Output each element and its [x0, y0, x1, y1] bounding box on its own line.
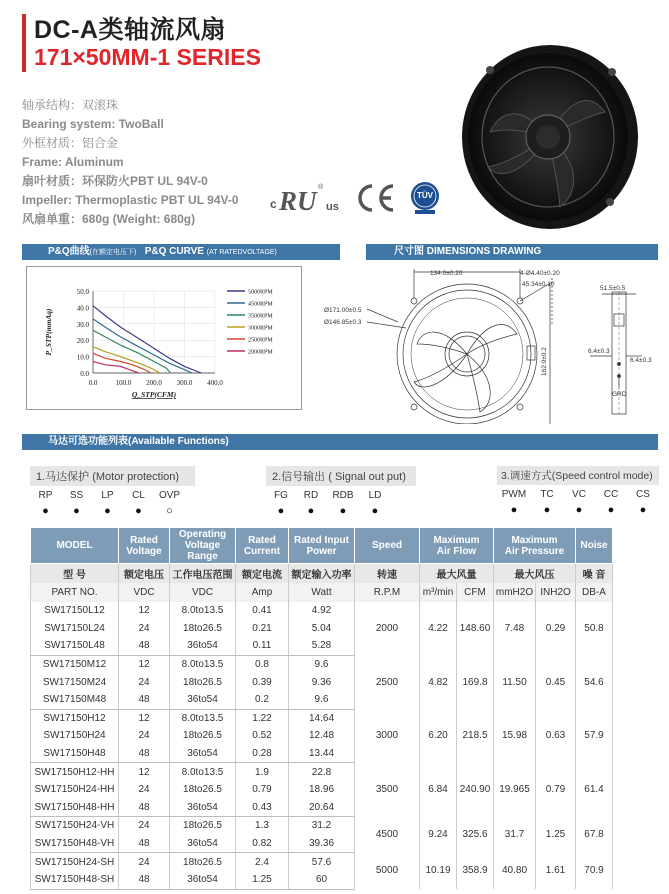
y-axis-title: P_STP(mmAq)	[44, 308, 53, 356]
cell-model: SW17150H24	[31, 727, 119, 745]
cell-voltage-range: 36to54	[170, 745, 236, 763]
func-item: OVP	[158, 490, 181, 501]
cell-rated-current: 1.3	[236, 817, 289, 835]
th-input-power: Rated Input Power	[289, 528, 355, 564]
func-mark: ●	[42, 505, 49, 517]
cell-voltage-range: 18to26.5	[170, 727, 236, 745]
unit-vdc-range: VDC	[170, 583, 236, 602]
functions-section-header	[22, 434, 658, 450]
dim-label-45: 45.34±0.10	[522, 281, 555, 288]
cell-input-power: 18.96	[289, 781, 355, 799]
th-rated-voltage: Rated Voltage	[119, 528, 170, 564]
cell-input-power: 5.04	[289, 620, 355, 638]
cell-cfm: 325.6	[457, 817, 494, 853]
function-group-label: 1.马达保护 (Motor protection)	[30, 466, 195, 486]
table-row	[31, 709, 613, 727]
cell-rated-current: 2.4	[236, 853, 289, 871]
pq-title-cn: P&Q曲线	[48, 246, 90, 257]
pq-title-en-small: (AT RATEDVOLTAGE)	[206, 249, 277, 256]
cell-model: SW17150H48-VH	[31, 835, 119, 853]
function-group-speed	[497, 466, 659, 516]
function-group-signal	[266, 466, 416, 517]
functions-title: 马达可选功能列表(Available Functions)	[48, 436, 229, 447]
cell-rated-current: 0.2	[236, 691, 289, 709]
cell-model: SW17150L48	[31, 637, 119, 655]
cell-m3: 9.24	[420, 817, 457, 853]
cell-rated-voltage: 12	[119, 655, 170, 673]
cell-rated-current: 1.9	[236, 763, 289, 781]
cell-rated-voltage: 48	[119, 871, 170, 889]
func-item: RP	[38, 490, 53, 501]
cell-model: SW17150H24-SH	[31, 853, 119, 871]
pq-chart	[27, 267, 301, 409]
cell-rated-voltage: 24	[119, 817, 170, 835]
pq-title-en: P&Q CURVE	[144, 246, 204, 257]
cell-voltage-range: 8.0to13.5	[170, 655, 236, 673]
func-mark: ●	[307, 505, 315, 517]
cell-voltage-range: 36to54	[170, 799, 236, 817]
dim-label-51: 51.5±0.5	[600, 285, 626, 292]
cell-input-power: 14.64	[289, 709, 355, 727]
cell-rated-voltage: 24	[119, 727, 170, 745]
func-item: RDB	[332, 490, 354, 501]
unit-m3min: m³/min	[420, 583, 457, 602]
dim-label-6-4-right: 6.4±0.3	[630, 357, 652, 364]
cell-input-power: 9.6	[289, 691, 355, 709]
th-speed: Speed	[355, 528, 420, 564]
cell-voltage-range: 8.0to13.5	[170, 602, 236, 620]
spec-bearing-en: Bearing system: TwoBall	[22, 117, 164, 131]
unit-part-no: PART NO.	[31, 583, 119, 602]
sub-cn-airflow: 最大风量	[420, 564, 494, 584]
cell-mmh2o: 15.98	[494, 709, 536, 763]
spec-list	[22, 96, 239, 229]
table-row	[31, 602, 613, 620]
function-group-label: 2.信号输出 ( Signal out put)	[266, 466, 416, 486]
x-tick-label: 400.0	[207, 379, 223, 387]
y-tick-label: 40.0	[76, 304, 89, 313]
legend-label: 3500RPM	[248, 313, 273, 320]
ul-cert-logo	[268, 180, 348, 216]
func-item: LP	[101, 490, 114, 501]
svg-text:®: ®	[318, 184, 324, 191]
cell-model: SW17150H24-VH	[31, 817, 119, 835]
sub-cn-voltage: 额定电压	[119, 564, 170, 584]
cell-input-power: 13.44	[289, 745, 355, 763]
cell-mmh2o: 19.965	[494, 763, 536, 817]
cell-rated-current: 0.41	[236, 602, 289, 620]
cell-speed: 2500	[355, 655, 420, 709]
func-item: TC	[540, 489, 554, 500]
func-item: RD	[303, 490, 319, 501]
sub-cn-noise: 噪 音	[576, 564, 613, 584]
cell-input-power: 31.2	[289, 817, 355, 835]
th-model: MODEL	[31, 528, 119, 564]
cell-voltage-range: 36to54	[170, 637, 236, 655]
function-group-motor	[30, 466, 195, 517]
x-axis-title: Q_STP(CFM)	[131, 390, 177, 399]
unit-inh2o: INH2O	[536, 583, 576, 602]
spec-table-wrap	[30, 527, 613, 890]
table-row	[31, 655, 613, 673]
cell-inh2o: 0.45	[536, 655, 576, 709]
cell-noise: 67.8	[576, 817, 613, 853]
spec-frame-cn: 外框材质：铝合金	[22, 136, 119, 150]
cell-rated-voltage: 24	[119, 620, 170, 638]
cell-rated-current: 0.52	[236, 727, 289, 745]
cell-m3: 10.19	[420, 853, 457, 889]
sub-cn-range: 工作电压范围	[170, 564, 236, 584]
table-row	[31, 817, 613, 835]
legend-label: 2000RPM	[248, 349, 273, 356]
spec-bearing-cn: 轴承结构：双滚珠	[22, 98, 119, 112]
cell-cfm: 358.9	[457, 853, 494, 889]
cell-rated-voltage: 24	[119, 673, 170, 691]
title-accent-bar	[22, 14, 26, 72]
cell-model: SW17150L24	[31, 620, 119, 638]
tuv-cert-logo	[410, 181, 440, 215]
series-line-2000rpm	[93, 362, 139, 374]
cell-voltage-range: 8.0to13.5	[170, 709, 236, 727]
dim-label-6-4-left: 6.4±0.3	[588, 348, 610, 355]
cell-inh2o: 0.63	[536, 709, 576, 763]
cell-m3: 4.22	[420, 602, 457, 655]
func-item: LD	[368, 490, 382, 501]
func-item: CS	[636, 489, 650, 500]
legend-label: 4500RPM	[248, 301, 273, 308]
spec-impeller-en: Impeller: Thermoplastic PBT UL 94V-0	[22, 193, 239, 207]
cell-m3: 4.82	[420, 655, 457, 709]
th-air-pressure: Maximum Air Pressure	[494, 528, 576, 564]
cell-cfm: 148.60	[457, 602, 494, 655]
table-row	[31, 853, 613, 871]
cell-voltage-range: 36to54	[170, 835, 236, 853]
cell-input-power: 9.6	[289, 655, 355, 673]
cell-speed: 3000	[355, 709, 420, 763]
cell-rated-voltage: 24	[119, 781, 170, 799]
dims-title: 尺寸图 DIMENSIONS DRAWING	[394, 246, 542, 257]
unit-rpm: R.P.M	[355, 583, 420, 602]
svg-text:c: c	[270, 197, 277, 211]
sub-cn-pressure: 最大风压	[494, 564, 576, 584]
func-mark: ●	[277, 505, 285, 517]
cell-inh2o: 1.61	[536, 853, 576, 889]
y-tick-label: 10.0	[76, 353, 89, 362]
cell-model: SW17150M24	[31, 673, 119, 691]
cell-voltage-range: 18to26.5	[170, 781, 236, 799]
func-item: CC	[603, 489, 619, 500]
series-line-2500rpm	[93, 353, 151, 373]
cell-model: SW17150M12	[31, 655, 119, 673]
dim-label-d146: Ø146.85±0.3	[324, 319, 362, 326]
cell-input-power: 22.8	[289, 763, 355, 781]
pq-title-cn-small: (在额定电压下)	[89, 249, 137, 256]
svg-text:TÜV: TÜV	[417, 191, 433, 200]
func-mark: ●	[639, 504, 647, 516]
func-item: VC	[572, 489, 586, 500]
spec-weight: 风扇单重：680g (Weight: 680g)	[22, 212, 196, 226]
dim-label-holes: 4-Ø4.40±0.20	[520, 270, 560, 277]
cell-rated-current: 0.43	[236, 799, 289, 817]
svg-text:us: us	[326, 201, 339, 213]
cell-model: SW17150M48	[31, 691, 119, 709]
func-mark: ●	[339, 505, 347, 517]
func-mark: ○	[166, 505, 173, 517]
cell-cfm: 240.90	[457, 763, 494, 817]
unit-mmh2o: mmH2O	[494, 583, 536, 602]
table-row	[31, 763, 613, 781]
func-mark: ●	[135, 505, 142, 517]
spec-frame-en: Frame: Aluminum	[22, 155, 124, 169]
cell-input-power: 9.36	[289, 673, 355, 691]
cell-m3: 6.20	[420, 709, 457, 763]
cell-voltage-range: 18to26.5	[170, 620, 236, 638]
func-item: CL	[132, 490, 145, 501]
cell-rated-current: 0.82	[236, 835, 289, 853]
legend-label: 3000RPM	[248, 325, 273, 332]
cell-noise: 61.4	[576, 763, 613, 817]
spec-impeller-cn: 扇叶材质：环保防火PBT UL 94V-0	[22, 174, 208, 188]
cell-mmh2o: 7.48	[494, 602, 536, 655]
cell-rated-current: 0.11	[236, 637, 289, 655]
cell-input-power: 5.28	[289, 637, 355, 655]
dim-label-134: 134.0±0.20	[430, 270, 463, 277]
cell-speed: 3500	[355, 763, 420, 817]
sub-cn-power: 额定输入功率	[289, 564, 355, 584]
th-noise: Noise	[576, 528, 613, 564]
x-tick-label: 200.0	[146, 379, 162, 387]
pq-section-header	[22, 244, 340, 260]
cell-mmh2o: 31.7	[494, 817, 536, 853]
cell-rated-voltage: 12	[119, 709, 170, 727]
cell-inh2o: 0.29	[536, 602, 576, 655]
product-title-cn: DC-A类轴流风扇	[34, 16, 226, 44]
func-item: PWM	[501, 489, 527, 500]
cell-rated-voltage: 48	[119, 835, 170, 853]
cell-noise: 54.6	[576, 655, 613, 709]
func-item: FG	[274, 490, 288, 501]
cell-mmh2o: 11.50	[494, 655, 536, 709]
y-tick-label: 0.0	[80, 370, 89, 378]
pq-chart-box	[26, 266, 302, 410]
cell-model: SW17150H12	[31, 709, 119, 727]
cell-rated-voltage: 24	[119, 853, 170, 871]
cell-cfm: 218.5	[457, 709, 494, 763]
cell-model: SW17150H48-SH	[31, 871, 119, 889]
cell-rated-current: 0.79	[236, 781, 289, 799]
cell-input-power: 60	[289, 871, 355, 889]
x-tick-label: 300.0	[176, 379, 193, 387]
cell-noise: 70.9	[576, 853, 613, 889]
cell-m3: 6.84	[420, 763, 457, 817]
th-voltage-range: Operating Voltage Range	[170, 528, 236, 564]
dims-section-header	[366, 244, 658, 260]
cell-rated-voltage: 12	[119, 602, 170, 620]
cell-input-power: 57.6	[289, 853, 355, 871]
legend-label: 5000RPM	[248, 289, 273, 296]
func-mark: ●	[543, 504, 551, 516]
fan-product-photo	[440, 42, 640, 232]
cell-voltage-range: 18to26.5	[170, 853, 236, 871]
func-mark: ●	[575, 504, 583, 516]
unit-amp: Amp	[236, 583, 289, 602]
sub-cn-model: 型 号	[31, 564, 119, 584]
ce-cert-logo	[355, 182, 397, 214]
cell-rated-current: 0.39	[236, 673, 289, 691]
dim-label-162: 162.0±0.2	[541, 347, 548, 376]
cell-rated-current: 1.25	[236, 871, 289, 889]
cell-input-power: 12.48	[289, 727, 355, 745]
cell-voltage-range: 36to54	[170, 691, 236, 709]
cell-input-power: 20.64	[289, 799, 355, 817]
cell-model: SW17150H24-HH	[31, 781, 119, 799]
cell-model: SW17150H12-HH	[31, 763, 119, 781]
cell-voltage-range: 36to54	[170, 871, 236, 889]
func-mark: ●	[371, 505, 379, 517]
unit-cfm: CFM	[457, 583, 494, 602]
cell-rated-current: 1.22	[236, 709, 289, 727]
x-tick-label: 100.0	[115, 379, 132, 387]
spec-table	[30, 527, 613, 890]
dim-label-d171: Ø171.00±0.5	[324, 307, 362, 314]
cell-rated-voltage: 12	[119, 763, 170, 781]
cell-input-power: 39.36	[289, 835, 355, 853]
legend-label: 2500RPM	[248, 337, 273, 344]
cell-rated-current: 0.28	[236, 745, 289, 763]
product-title-en: 171×50MM-1 SERIES	[34, 44, 261, 70]
func-mark: ●	[510, 504, 518, 516]
cell-model: SW17150H48-HH	[31, 799, 119, 817]
cell-voltage-range: 8.0to13.5	[170, 763, 236, 781]
cell-voltage-range: 18to26.5	[170, 673, 236, 691]
th-air-flow: Maximum Air Flow	[420, 528, 494, 564]
dim-label-grd: GRD	[612, 391, 627, 398]
cell-input-power: 4.92	[289, 602, 355, 620]
dimension-drawing	[322, 264, 662, 424]
cell-rated-voltage: 48	[119, 637, 170, 655]
cell-noise: 50.8	[576, 602, 613, 655]
x-tick-label: 0.0	[88, 379, 98, 387]
th-rated-current: Rated Current	[236, 528, 289, 564]
y-tick-label: 20.0	[76, 337, 89, 346]
func-mark: ●	[73, 505, 80, 517]
cell-model: SW17150H48	[31, 745, 119, 763]
sub-cn-current: 额定电流	[236, 564, 289, 584]
cell-inh2o: 0.79	[536, 763, 576, 817]
unit-vdc: VDC	[119, 583, 170, 602]
y-tick-label: 50.0	[76, 288, 89, 296]
unit-watt: Watt	[289, 583, 355, 602]
cell-rated-voltage: 48	[119, 691, 170, 709]
cell-rated-voltage: 48	[119, 745, 170, 763]
func-item: SS	[69, 490, 84, 501]
unit-dba: DB-A	[576, 583, 613, 602]
cell-speed: 4500	[355, 817, 420, 853]
cell-speed: 5000	[355, 853, 420, 889]
function-group-label: 3.调速方式(Speed control mode)	[497, 466, 659, 485]
cell-inh2o: 1.25	[536, 817, 576, 853]
cell-rated-current: 0.8	[236, 655, 289, 673]
sub-cn-speed: 转速	[355, 564, 420, 584]
svg-text:RU: RU	[279, 186, 317, 216]
cell-cfm: 169.8	[457, 655, 494, 709]
cell-noise: 57.9	[576, 709, 613, 763]
cell-speed: 2000	[355, 602, 420, 655]
cell-rated-voltage: 48	[119, 799, 170, 817]
cell-mmh2o: 40.80	[494, 853, 536, 889]
y-tick-label: 30.0	[76, 320, 89, 329]
func-mark: ●	[104, 505, 111, 517]
cell-rated-current: 0.21	[236, 620, 289, 638]
cell-voltage-range: 18to26.5	[170, 817, 236, 835]
cell-model: SW17150L12	[31, 602, 119, 620]
func-mark: ●	[607, 504, 615, 516]
